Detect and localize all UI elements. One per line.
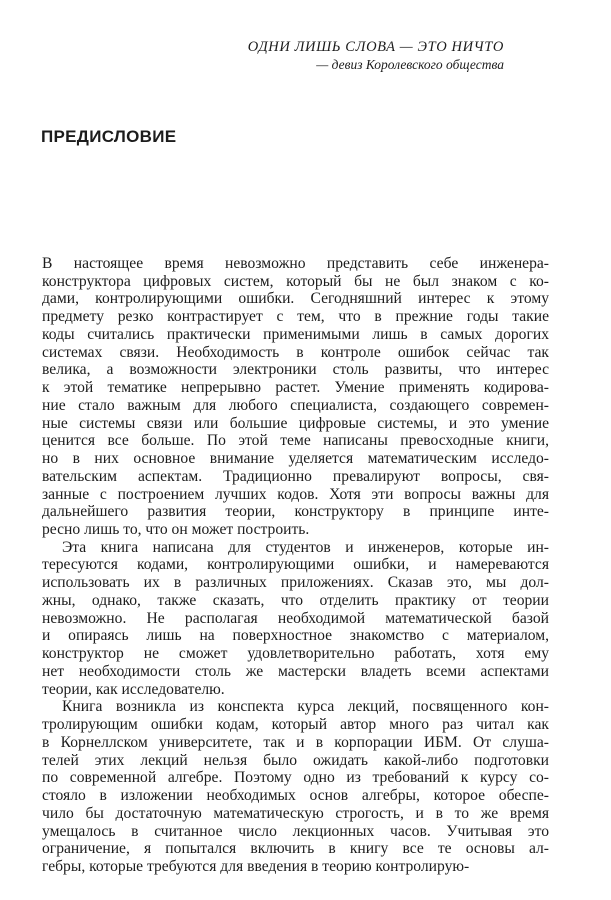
text-line: использовать их в различных приложениях. Сказав это, мы дол- xyxy=(42,574,549,592)
text-line: нет необходимости столь же мастерски владеть всеми аспектами xyxy=(42,662,549,680)
text-line: системах связи. Необходимость в контроле ошибок сейчас так xyxy=(42,343,549,361)
text-line: Эта книга написана для студентов и инженеров, которые ин- xyxy=(62,538,549,556)
text-line: жны, однако, также сказать, что отделить практику от теории xyxy=(42,591,549,609)
text-line: конструктора цифровых систем, который бы не был знаком с ко- xyxy=(42,272,549,290)
text-line: дами, контролирующими ошибки. Сегодняшний интерес к этому xyxy=(42,290,549,308)
epigraph-text: ОДНИ ЛИШЬ СЛОВА — ЭТО НИЧТО xyxy=(247,39,504,55)
text-line: гебры, которые требуются для введения в теорию контролирую- xyxy=(42,857,470,875)
section-heading: ПРЕДИСЛОВИЕ xyxy=(41,127,177,146)
text-line: ные системы связи или большие цифровые системы, и это умение xyxy=(42,414,549,432)
text-line: телей этих лекций нельзя было ожидать какой-либо подготовки xyxy=(42,751,549,769)
paragraph xyxy=(42,539,549,699)
text-line: по современной алгебре. Поэтому одно из требований к курсу со- xyxy=(42,769,549,787)
text-line: В настоящее время невозможно представить себе инженера- xyxy=(42,255,549,272)
text-line: тролирующим ошибки кодам, который автор много раз читал как xyxy=(42,716,549,734)
text-line: умещалось в считанное число лекционных часов. Учитывая это xyxy=(42,822,549,840)
text-line: в Корнеллском университете, так и в корпорации ИБМ. От слуша- xyxy=(42,733,549,751)
text-line: коды считались практически применимыми лишь в самых дорогих xyxy=(42,325,549,343)
text-line: к этой тематике непрерывно растет. Умение применять кодирова- xyxy=(42,379,549,397)
paragraph xyxy=(42,255,549,539)
text-line: невозможно. Не располагая необходимой математической базой xyxy=(42,609,549,627)
text-line: стояло в изложении необходимых основ алгебры, которое обеспе- xyxy=(42,787,549,805)
text-line: но в них основное внимание уделяется математическим исследо- xyxy=(42,450,549,468)
text-line: теории, как исследователю. xyxy=(42,680,225,698)
text-line: велика, а возможности электроники столь развиты, что интерес xyxy=(42,361,549,379)
paragraph xyxy=(42,698,549,875)
text-line: ограничение, я попытался включить в книгу все те основы ал- xyxy=(42,840,549,858)
text-line: ресно лишь то, что он может построить. xyxy=(42,521,310,539)
text-line: тересуются кодами, контролирующими ошибки, и намереваются xyxy=(42,556,549,574)
text-line: ние стало важным для любого специалиста, создающего современ- xyxy=(42,396,549,414)
epigraph xyxy=(248,38,504,74)
text-line: дальнейшего развития теории, конструктору в принципе инте- xyxy=(42,503,549,521)
text-line: вательским аспектам. Традиционно превалируют вопросы, свя- xyxy=(42,467,549,485)
text-line: ценится все больше. По этой теме написаны превосходные книги, xyxy=(42,432,549,450)
text-line: занные с построением лучших кодов. Хотя эти вопросы важны для xyxy=(42,485,549,503)
text-line: Книга возникла из конспекта курса лекций, посвященного кон- xyxy=(62,698,549,716)
text-line: конструктор не сможет удовлетворительно работать, хотя ему xyxy=(42,645,549,663)
text-line: и опираясь лишь на поверхностное знакомство с материалом, xyxy=(42,627,549,645)
body-text xyxy=(42,255,549,876)
epigraph-source: — девиз Королевского общества xyxy=(316,57,504,72)
text-line: предмету резко контрастирует с тем, что в прежние годы такие xyxy=(42,308,549,326)
text-line: чило бы достаточную математическую строгость, и в то же время xyxy=(42,804,549,822)
